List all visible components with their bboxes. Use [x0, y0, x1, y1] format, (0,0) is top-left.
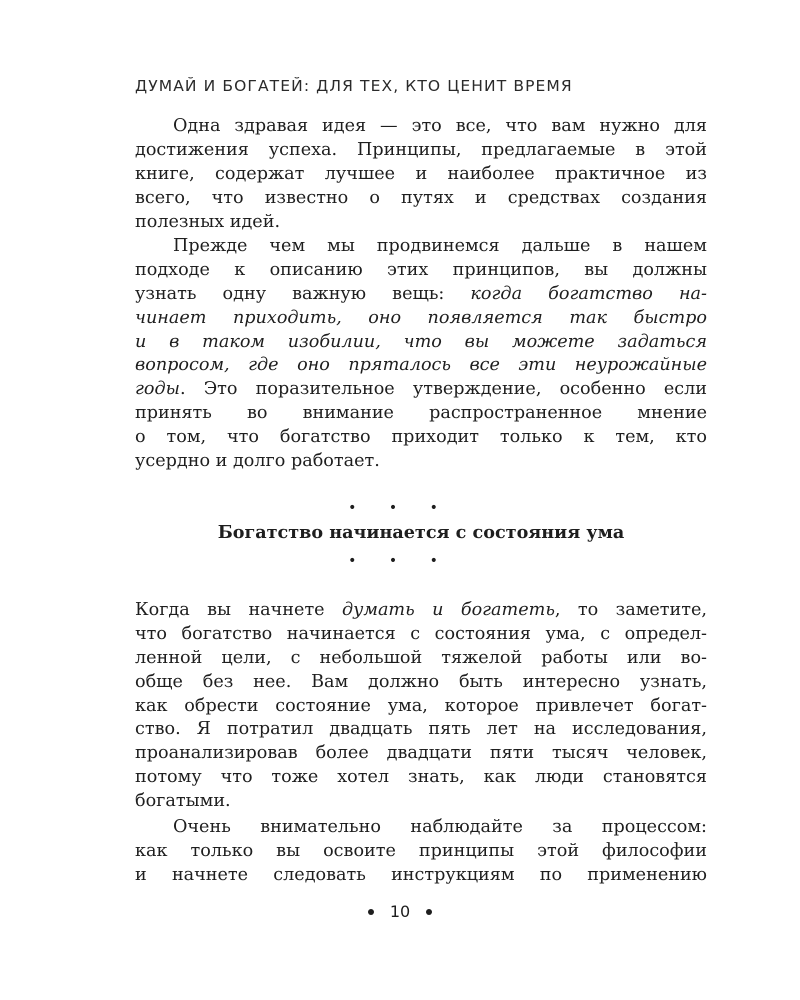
page-number: 10	[389, 902, 411, 921]
text-line: что богатство начинается с состояния ума, с определ-	[135, 623, 707, 644]
emphasis-line: чинает приходить, оно появляется так быстро	[135, 307, 707, 328]
section-heading: Богатство начинается с состояния ума	[217, 522, 625, 543]
emphasis-text: когда богатство на-	[470, 283, 707, 304]
running-head: ДУМАЙ И БОГАТЕЙ: ДЛЯ ТЕХ, КТО ЦЕНИТ ВРЕМЯ	[135, 77, 573, 95]
text-line: и начнете следовать инструкциям по применению	[135, 864, 707, 885]
paragraph-3	[135, 599, 707, 814]
text-line: всего, что известно о путях и средствах создания	[135, 187, 707, 208]
emphasis-text: думать и богатеть	[342, 600, 555, 620]
text-line: достижения успеха. Принципы, предлагаемые в этой	[135, 139, 707, 160]
text-line	[135, 378, 707, 402]
paragraph-2	[135, 235, 707, 474]
text-run: Когда вы начнете	[135, 600, 342, 620]
text-run: . Это поразительное утверждение, особенно если	[179, 379, 707, 400]
text-line: как только вы освоите принципы этой философии	[135, 840, 707, 861]
emphasis-line: и в таком изобилии, что вы можете задаться	[135, 331, 707, 352]
text-line: проанализировав более двадцати пяти тысяч человек,	[135, 743, 707, 764]
text-line: подходе к описанию этих принципов, вы должны	[135, 259, 707, 280]
text-line: Прежде чем мы продвинемся дальше в нашем	[173, 236, 707, 256]
page-footer	[0, 902, 800, 921]
text-line: как обрести состояние ума, которое привлечет богат-	[135, 695, 707, 716]
text-line: книге, содержат лучшее и наиболее практичное из	[135, 163, 707, 184]
text-line: о том, что богатство приходит только к тем, кто	[135, 427, 707, 448]
text-line: полезных идей.	[135, 211, 281, 232]
text-line: ство. Я потратил двадцать пять лет на исследования,	[135, 719, 707, 740]
text-run: узнать одну важную вещь:	[135, 283, 471, 304]
text-line: богатыми.	[135, 791, 231, 812]
text-line: Одна здравая идея — это все, что вам нужно для	[173, 116, 707, 136]
paragraph-4	[135, 816, 707, 888]
separator-top: • • •	[348, 500, 452, 516]
paragraph-1	[135, 115, 707, 234]
text-line: Очень внимательно наблюдайте за процессом:	[173, 817, 707, 837]
text-line: потому что тоже хотел знать, как люди становятся	[135, 767, 707, 788]
separator-bottom: • • •	[348, 553, 452, 569]
text-line	[135, 283, 707, 307]
text-line	[135, 599, 707, 623]
text-line: обще без нее. Вам должно быть интересно узнать,	[135, 671, 707, 692]
emphasis-text: годы	[135, 379, 180, 400]
text-line: принять во внимание распространенное мнение	[135, 403, 707, 424]
text-run: , то заметите,	[554, 600, 707, 620]
text-line: ленной цели, с небольшой тяжелой работы или во-	[135, 647, 707, 668]
text-line: усердно и долго работает.	[135, 451, 380, 472]
emphasis-line: вопросом, где оно пряталось все эти неурожайные	[135, 355, 707, 376]
bullet-icon	[368, 909, 374, 915]
bullet-icon	[426, 909, 432, 915]
